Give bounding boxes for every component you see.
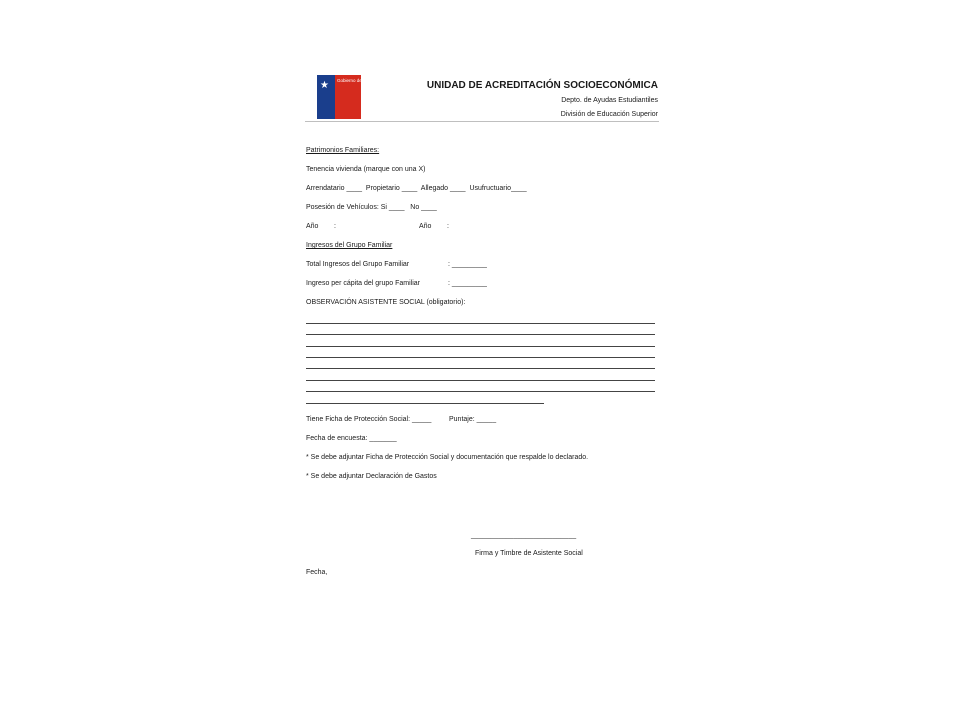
firma-label: Firma y Timbre de Asistente Social [475,550,583,557]
nota-ficha: * Se debe adjuntar Ficha de Protección Social y documentación que respalde lo declarado. [306,454,589,461]
division-label: División de Educación Superior [560,111,658,118]
nota-gastos: * Se debe adjuntar Declaración de Gastos [306,473,437,480]
observacion-line [306,403,544,404]
department-label: Depto. de Ayudas Estudiantiles [561,97,658,104]
header-divider [305,121,659,122]
puntaje-field: Puntaje: _____ [449,416,497,423]
anio-field-2: Año : [419,223,449,230]
patrimonios-heading: Patrimonios Familiares: [306,147,380,154]
logo-text: Gobierno de Chile [337,78,374,83]
ficha-proteccion-field: Tiene Ficha de Protección Social: _____ [306,416,432,423]
tenencia-options: Arrendatario ____ Propietario ____ Allegado ____ Usufructuario____ [306,185,527,192]
observacion-line [306,357,655,358]
observacion-line [306,334,655,335]
observacion-line [306,368,655,369]
anio-field-1: Año : [306,223,336,230]
gobierno-de-chile-logo [317,75,374,119]
total-ingresos-value: : _________ [448,261,487,268]
crest-icon: ★ [320,80,329,91]
fecha-label: Fecha, [306,569,328,576]
vehiculos-field: Posesión de Vehículos: Si ____ No ____ [306,204,437,211]
fecha-encuesta-field: Fecha de encuesta: _______ [306,435,397,442]
observacion-label: OBSERVACIÓN ASISTENTE SOCIAL (obligatorio): [306,299,466,306]
signature-line: ___________________________ [471,532,577,539]
tenencia-label: Tenencia vivienda (marque con una X) [306,166,426,173]
ingresos-heading: Ingresos del Grupo Familiar [306,242,393,249]
total-ingresos-label: Total Ingresos del Grupo Familiar [306,261,410,268]
ingreso-percapita-label: Ingreso per cápita del grupo Familiar [306,280,421,287]
observacion-line [306,346,655,347]
document-title: UNIDAD DE ACREDITACIÓN SOCIOECONÓMICA [426,80,658,91]
ingreso-percapita-value: : _________ [448,280,487,287]
observacion-line [306,380,655,381]
observacion-line [306,323,655,324]
observacion-line [306,391,655,392]
